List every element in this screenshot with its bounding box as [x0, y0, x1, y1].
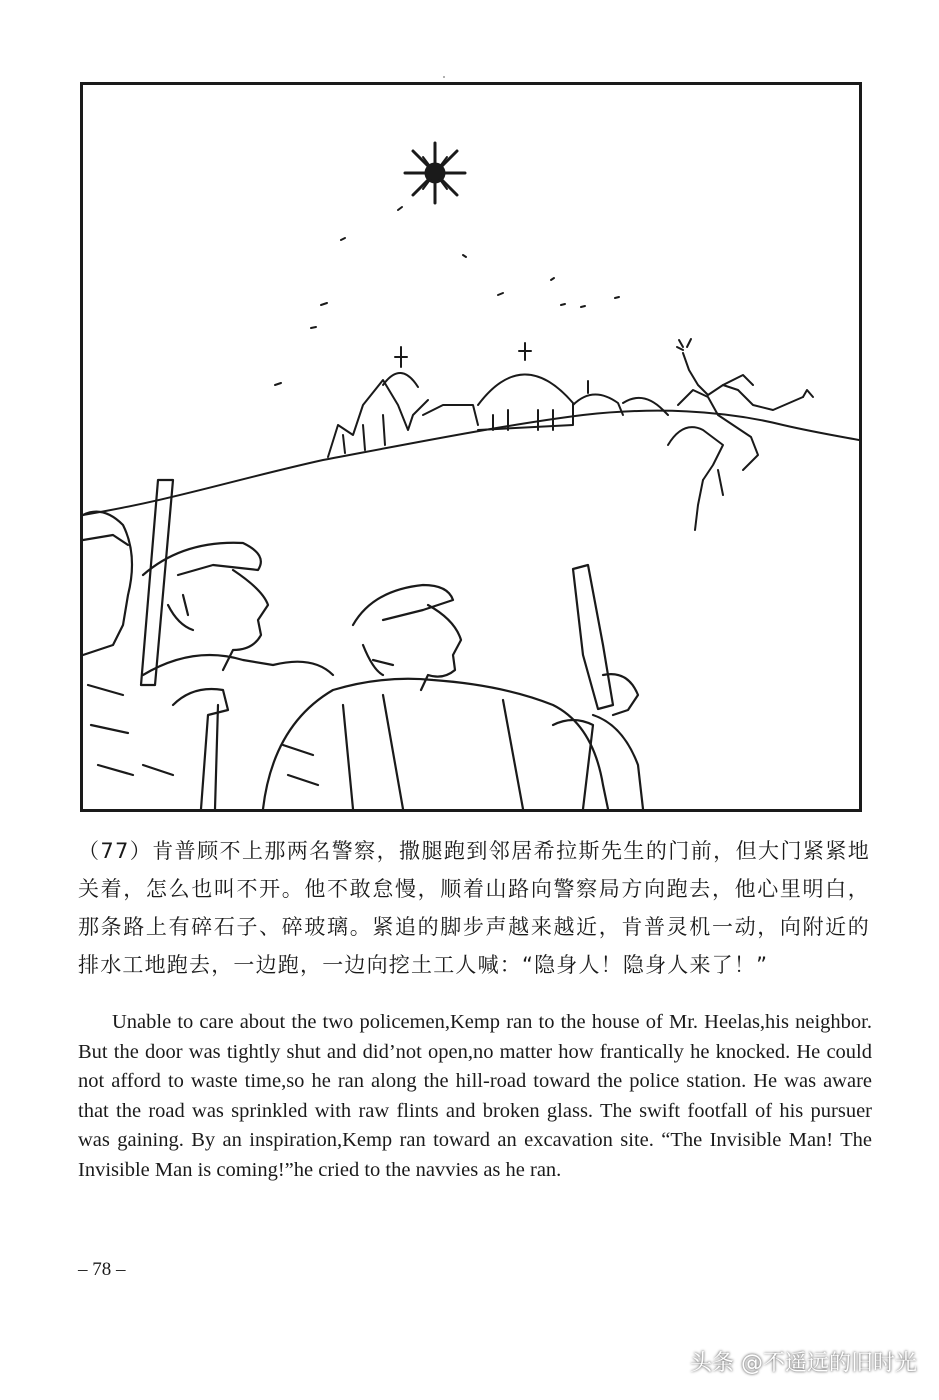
ink-illustration-hillside-chase: [83, 85, 859, 809]
invisible-man-clothes: [668, 339, 813, 530]
chinese-paragraph: （77）肯普顾不上那两名警察，撒腿跑到邻居希拉斯先生的门前，但大门紧紧地关着，怎么也叫不开。他不敢怠慢，顺着山路向警察局方向跑去，他心里明白，那条路上有碎石子、碎玻璃。紧追的脚步声越来越近，肯普灵机一动，向附近的排水工地跑去，一边跑，一边向挖土工人喊：“隐身人！隐身人来了！”: [78, 839, 870, 977]
birds-in-sky: [275, 207, 619, 385]
crowd-of-navvies: [83, 480, 643, 809]
hill-outline: [83, 411, 859, 515]
page-number: – 78 –: [78, 1259, 126, 1280]
print-mark: [443, 76, 445, 78]
sun-icon: [405, 143, 465, 203]
illustration-frame: [80, 82, 862, 812]
hilltop-town: [328, 343, 668, 457]
watermark: 头条 @不遥远的旧时光: [690, 1351, 917, 1376]
english-paragraph: Unable to care about the two policemen,Kemp ran to the house of Mr. Heelas,his neighbor. But the door was tightly shut and did’not open,no matter how frantically he knocked. He could not afford to waste time,so he ran along the hill-road toward the police station. He was aware that the road was sprinkled with raw flints and broken glass. The swift footfall of his pursuer was gaining. By an inspiration,Kemp ran toward an excavation site. “The Invisible Man! The Invisible Man is coming!”he cried to the navvies as he ran.: [78, 1011, 872, 1181]
